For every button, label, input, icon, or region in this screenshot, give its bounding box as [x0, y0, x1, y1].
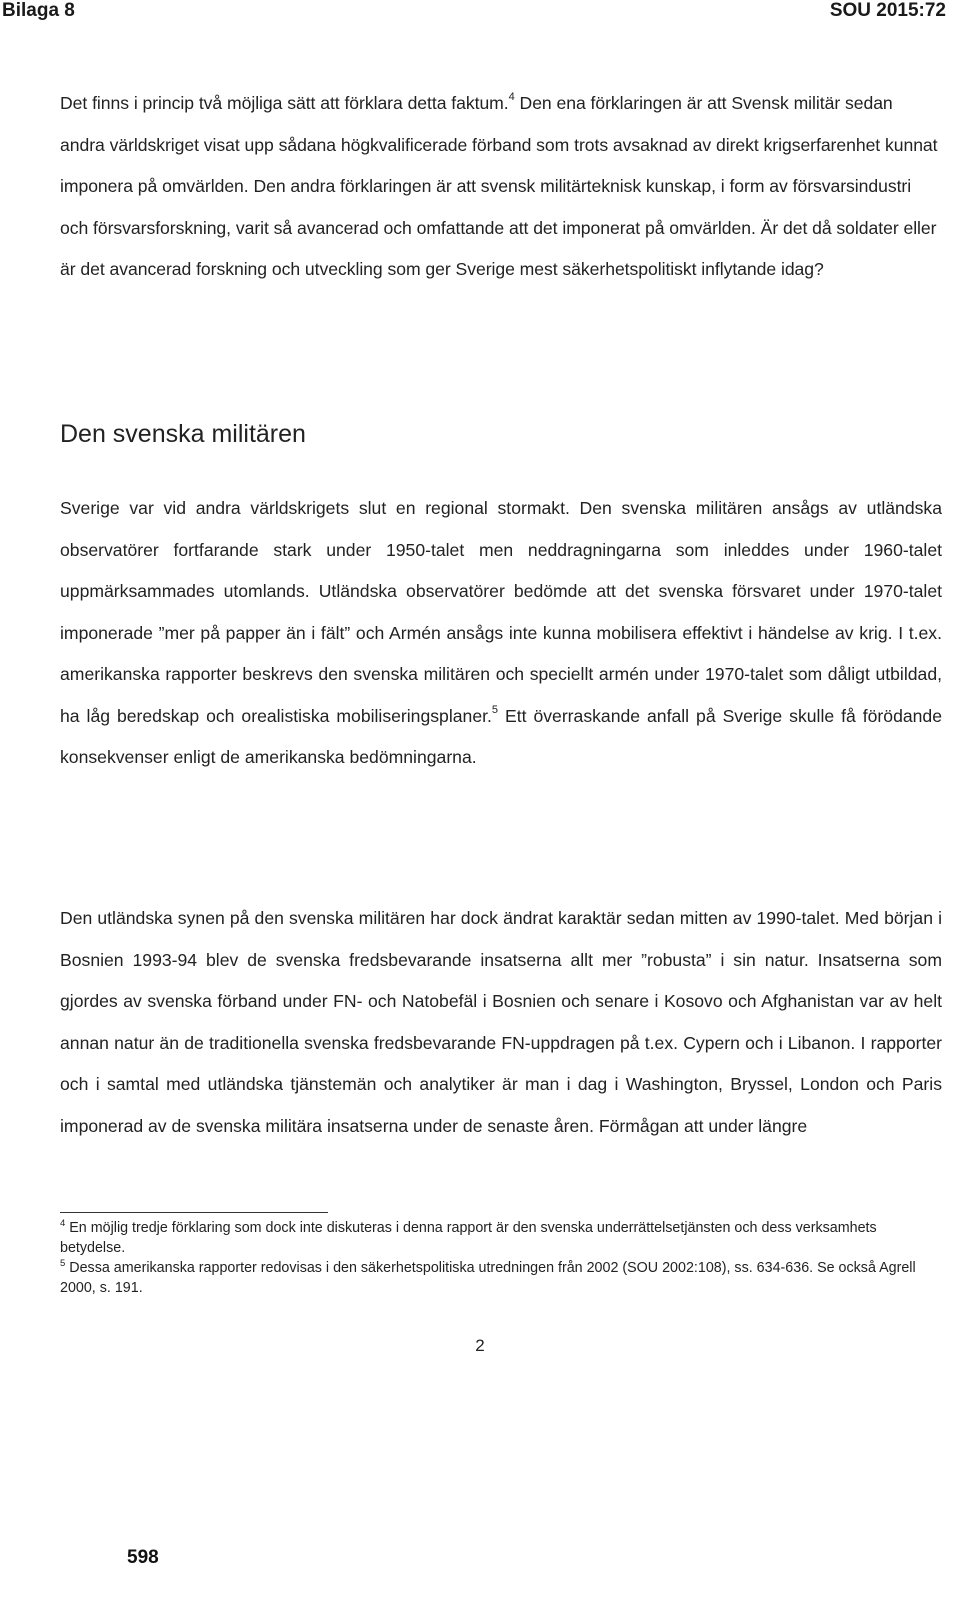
military-text-part2: Ett överraskande anfall på Sverige skulle få förödande konsekvenser enligt de amerikanska bedömningarna.: [60, 705, 942, 767]
page-header: [0, 0, 960, 26]
military-paragraph: [60, 488, 942, 779]
footnote-text: En möjlig tredje förklaring som dock inte diskuteras i denna rapport är den svenska underrättelsetjänsten och dess verksamhets betydelse.: [60, 1220, 877, 1256]
foreign-view-paragraph: Den utländska synen på den svenska militären har dock ändrat karaktär sedan mitten av 1990-talet. Med början i Bosnien 1993-94 blev de svenska fredsbevarande insatserna allt mer ”robusta” i sin natur. Insatserna som gjordes av svenska förband under FN- och Natobefäl i Bosnien och senare i Kosovo och Afghanistan var av helt annan natur än de traditionella svenska fredsbevarande FN-uppdragen på t.ex. Cypern och i Libanon. I rapporter och i samtal med utländska tjänstemän och analytiker är man i dag i Washington, Bryssel, London och Paris imponerad av de svenska militära insatserna under de senaste åren. Förmågan att under längre: [60, 908, 942, 1136]
footnote-ref-4[interactable]: 4: [508, 91, 515, 103]
footnote-text: Dessa amerikanska rapporter redovisas i den säkerhetspolitiska utredningen från 2002 (SOU 2002:108), ss. 634-636. Se också Agrell 2000, s. 191.: [60, 1260, 916, 1296]
footnote-number: 4: [60, 1218, 66, 1229]
intro-paragraph: [60, 83, 942, 291]
footnote-separator: [60, 1212, 328, 1213]
military-text-part1: Sverige var vid andra världskrigets slut en regional stormakt. Den svenska militären ansågs av utländska observatörer fortfarande stark under 1950-talet men neddragningarna som inleddes under 1960-talet uppmärksammades utomlands. Utländska observatörer bedömde att det svenska försvaret under 1970-talet imponerade ”mer på papper än i fält” och Armén ansågs inte kunna mobilisera effektivt i händelse av krig. I t.ex. amerikanska rapporter beskrevs den svenska militären och speciellt armén under 1970-talet som dåligt utbildad, ha låg beredskap och orealistiska mobiliseringsplaner.: [60, 498, 942, 726]
book-page-number: 598: [127, 1547, 159, 1568]
header-report-id: SOU 2015:72: [829, 0, 946, 21]
intro-text-part2: Den ena förklaringen är att Svensk militär sedan andra världskriget visat upp sådana högkvalificerade förband som trots avsaknad av direkt krigserfarenhet kunnat imponera på omvärlden. Den andra förklaringen är att svensk militärteknisk kunskap, i form av försvarsindustri och försvarsforskning, varit så avancerad och omfattande att det imponerat på omvärlden. Är det då soldater eller är det avancerad forskning och utveckling som ger Sverige mest säkerhetspolitiskt inflytande idag?: [60, 93, 938, 279]
intro-text-part1: Det finns i princip två möjliga sätt att förklara detta faktum.: [60, 93, 509, 113]
footnote-5: [60, 1258, 930, 1298]
footnote-number: 5: [60, 1258, 66, 1269]
footnote-ref-5[interactable]: 5: [491, 703, 499, 716]
footnote-4: [60, 1218, 930, 1258]
header-appendix-label: Bilaga 8: [2, 0, 75, 21]
section-heading: Den svenska militären: [60, 420, 306, 448]
page-number: 2: [475, 1336, 485, 1355]
footnotes: [60, 1218, 930, 1298]
